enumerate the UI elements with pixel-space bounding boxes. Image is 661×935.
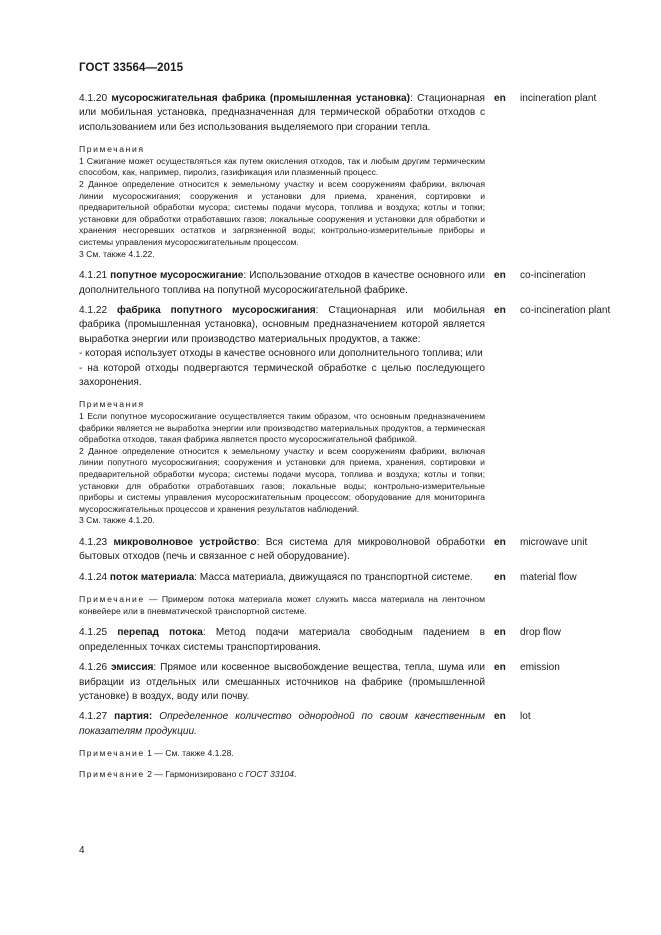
- note-item: 2 Данное определение относится к земельному участку и всем сооружениям фабрики, включая линии попутного мусоросжигания; сооружения и установки для приема, хранения, сортировки и предварительной обработки мусора; системы подачи мусора, топлива и воздуха; котлы и топки; установки для обработки отработавших газов; локальные воды; контрольно-измерительные приборы и системы управления мусоросжигательным процессом; оборудование для мониторинга мусоросжигательных процессов и хранения результатов наблюдений.: [79, 445, 485, 514]
- entry-number: 4.1.22: [79, 304, 108, 316]
- note-item: 1 Если попутное мусоросжигание осуществляется таким образом, что основным предназначением фабрики является не выработка энергии или производство материальных продуктов, а термическая обработка отходов, такая фабрика является просто мусоросжигательной фабрикой.: [79, 411, 485, 445]
- note-tail: .: [293, 768, 297, 779]
- entry-4-1-21: [79, 269, 619, 298]
- note-title: Примечание: [79, 748, 145, 759]
- note-4-1-27-2: [79, 769, 485, 781]
- entry-definition: : Метод подачи материала свободным падением в определенных точках системы транспортирования.: [79, 627, 485, 653]
- note-4-1-24: [79, 594, 485, 617]
- entry-definition: : Использование отходов в качестве основного или дополнительного топлива на попутной мусоросжигательной фабрике.: [79, 270, 485, 296]
- document-body: [79, 92, 619, 780]
- english-term: microwave unit: [520, 536, 588, 548]
- notes-4-1-22: [79, 399, 485, 527]
- entry-number: 4.1.23: [79, 536, 108, 548]
- entry-4-1-27: [79, 710, 619, 739]
- entry-number: 4.1.24: [79, 571, 108, 583]
- english-term: lot: [520, 711, 531, 723]
- english-term: incineration plant: [520, 93, 597, 104]
- note-item: 1 Сжигание может осуществляться как путем окисления отходов, так и любым другим термическим способом, как, например, пиролиз, газификация или плазменный процесс.: [79, 155, 485, 178]
- entry-definition: : Стационарная или мобильная установка, предназначенная для термической обработки отходов с использованием или без использования выделяемого при сгорании тепла.: [79, 93, 485, 133]
- entry-term: мусоросжигательная фабрика (промышленная установка): [111, 93, 410, 104]
- lang-code: en: [494, 304, 506, 316]
- entry-4-1-26: [79, 661, 619, 704]
- lang-code: en: [494, 571, 506, 583]
- lang-code: en: [494, 662, 506, 674]
- definition-clause: - которая использует отходы в качестве основного или дополнительного топлива; или: [79, 348, 483, 360]
- entry-4-1-22: [79, 304, 619, 390]
- english-term: co-incineration: [520, 270, 586, 282]
- note-reference: ГОСТ 33104: [245, 768, 294, 779]
- english-term: co-incineration plant: [520, 304, 611, 316]
- entry-4-1-24: [79, 571, 619, 585]
- entry-term: попутное мусоросжигание: [110, 270, 244, 282]
- note-text: 1 — См. также 4.1.28.: [144, 748, 234, 759]
- note-4-1-27-1: [79, 748, 485, 760]
- note-title: Примечание: [79, 768, 145, 779]
- note-title: Примечание: [79, 594, 145, 605]
- lang-code: en: [494, 711, 506, 723]
- entry-number: 4.1.27: [79, 711, 108, 723]
- entry-number: 4.1.26: [79, 662, 108, 674]
- note-item: 2 Данное определение относится к земельному участку и всем сооружениям фабрики, включая линии мусоросжигания; сооружения и установки для приема, хранения, сортировки и предварительной обработки мусора; системы подачи мусора, топлива и воздуха; котлы и топки; установки для обработки отработавших газов; локальные сооружения и установки для обработки и хранения несгоревших остатков и загрязненной воды; контрольно-измерительные приборы и системы управления мусоросжигательным процессом.: [79, 179, 485, 247]
- page-number: 4: [79, 845, 85, 856]
- notes-title: Примечания: [79, 144, 145, 155]
- english-term: emission: [520, 662, 560, 674]
- lang-code: en: [494, 627, 506, 639]
- notes-4-1-20: [79, 144, 485, 260]
- entry-definition: : Стационарная или мобильная фабрика (промышленная установка), основным предназначением которой является выработка энергии или производство материальных продуктов, а также:: [79, 304, 485, 345]
- entry-number: 4.1.21: [79, 270, 108, 282]
- lang-code: en: [494, 270, 506, 282]
- lang-code: en: [494, 93, 506, 104]
- entry-term: поток материала: [109, 571, 195, 583]
- definition-clause: - на которой отходы подвергаются термической обработке с целью последующего захоронения.: [79, 362, 485, 388]
- english-term: drop flow: [520, 627, 561, 639]
- entry-number: 4.1.20: [79, 93, 108, 104]
- entry-term: партия:: [114, 711, 153, 723]
- document-header: ГОСТ 33564—2015: [79, 62, 184, 74]
- lang-code: en: [494, 536, 506, 548]
- entry-4-1-25: [79, 626, 619, 655]
- note-text: — Примером потока материала может служить масса материала на ленточном конвейере или в пневматической транспортной системе.: [79, 594, 485, 616]
- entry-4-1-20: [79, 92, 619, 135]
- entry-term: фабрика попутного мусоросжигания: [116, 304, 316, 316]
- entry-term: эмиссия: [110, 662, 154, 674]
- note-text: 2 — Гармонизировано с: [144, 768, 246, 779]
- note-item: 3 См. также 4.1.20.: [79, 515, 155, 526]
- english-term: material flow: [520, 571, 577, 583]
- entry-definition: : Прямое или косвенное высвобождение вещества, тепла, шума или вибрации из отдельных или смешанных источников на фабрике (промышленной установке) в воздух, воду или почву.: [79, 662, 485, 702]
- notes-title: Примечания: [79, 399, 145, 410]
- note-item: 3 См. также 4.1.22.: [79, 248, 155, 259]
- entry-term: микроволновое устройство: [113, 536, 257, 548]
- entry-number: 4.1.25: [79, 627, 108, 639]
- entry-definition: : Вся система для микроволновой обработки бытовых отходов (печь и связанное с ней оборудование).: [79, 536, 485, 563]
- entry-definition: : Масса материала, движущаяся по транспортной системе.: [194, 571, 473, 583]
- entry-definition: Определенное количество однородной по своим качественным показателям продукции.: [79, 711, 485, 737]
- entry-term: перепад потока: [117, 627, 203, 639]
- entry-4-1-23: [79, 536, 619, 565]
